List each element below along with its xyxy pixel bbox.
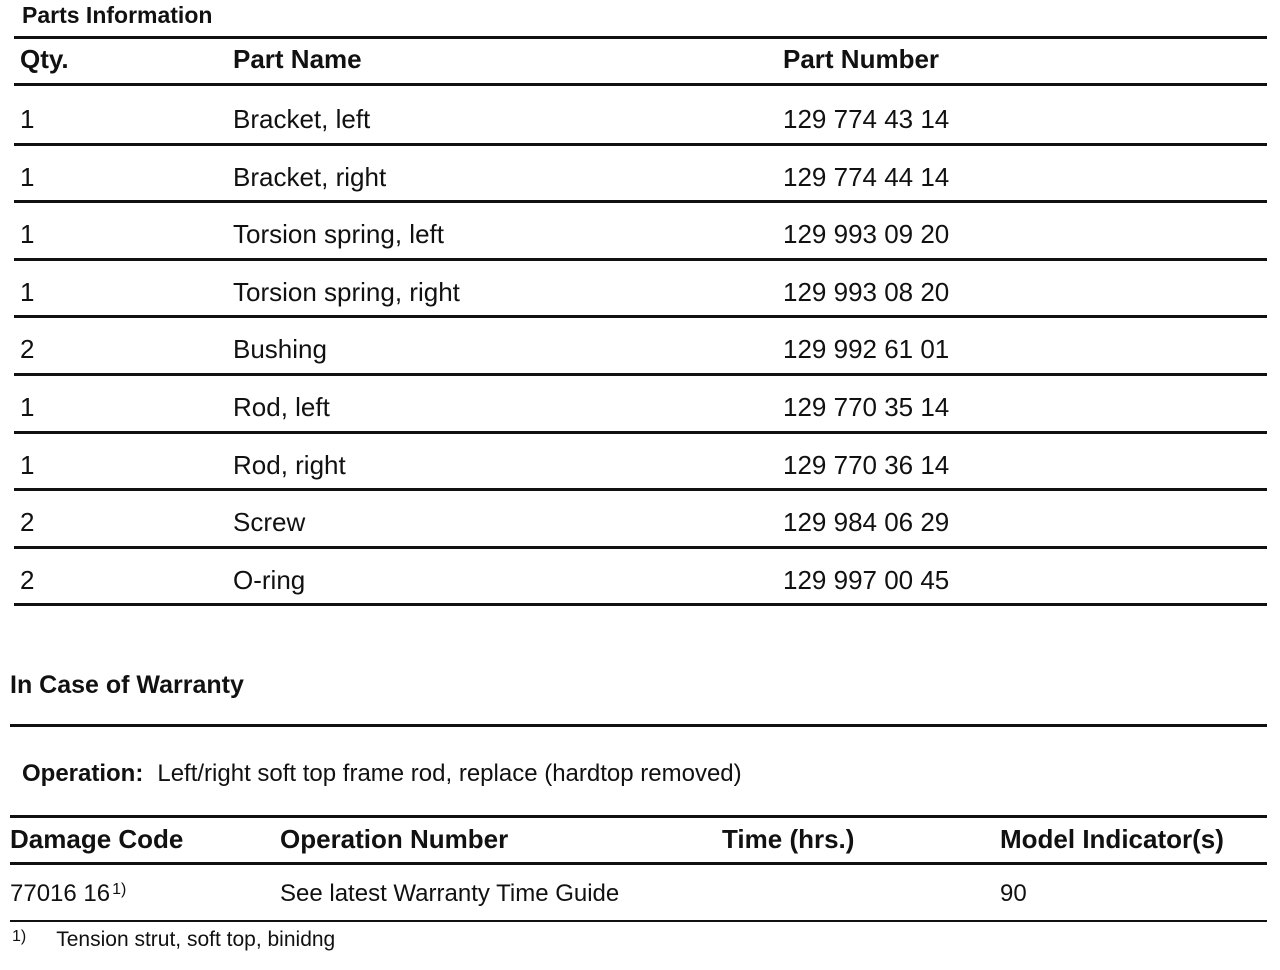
qty-cell: 1 <box>20 219 35 250</box>
qty-cell: 1 <box>20 449 35 480</box>
operation-text: Left/right soft top frame rod, replace (hardtop removed) <box>157 760 742 787</box>
part-name-cell: Screw <box>233 507 306 538</box>
table-row <box>0 88 1280 145</box>
footnote-marker: 1) <box>12 928 27 945</box>
table-row <box>0 261 1280 318</box>
qty-cell: 2 <box>20 564 35 595</box>
operation-number-value: See latest Warranty Time Guide <box>280 880 620 907</box>
warranty-header-top-rule <box>10 815 1267 818</box>
part-name-cell: Bracket, right <box>233 161 387 192</box>
qty-cell: 1 <box>20 276 35 307</box>
table-row <box>0 318 1280 375</box>
row-divider <box>14 603 1267 606</box>
part-name-cell: Rod, left <box>233 392 330 422</box>
operation-line <box>22 760 742 788</box>
parts-header-rule <box>14 83 1267 86</box>
model-indicator-value: 90 <box>1000 880 1027 907</box>
damage-code: 77016 16 <box>10 880 111 907</box>
table-row <box>0 491 1280 548</box>
qty-cell: 1 <box>20 392 35 422</box>
warranty-title-rule <box>10 724 1267 727</box>
part-number-cell: 129 774 43 14 <box>783 104 950 134</box>
table-row <box>0 549 1280 606</box>
part-number-cell: 129 774 44 14 <box>783 161 950 192</box>
table-row <box>0 146 1280 203</box>
header-qty: Qty. <box>20 44 69 74</box>
table-row <box>0 376 1280 433</box>
qty-cell: 2 <box>20 334 35 365</box>
warranty-header-rule <box>10 862 1267 865</box>
part-number-cell: 129 984 06 29 <box>783 507 950 538</box>
table-row <box>0 434 1280 491</box>
parts-title-rule <box>14 36 1267 39</box>
damage-code-value <box>10 880 126 908</box>
warranty-title: In Case of Warranty <box>10 671 244 699</box>
footnote <box>12 928 335 952</box>
part-number-cell: 129 770 35 14 <box>783 392 950 422</box>
part-name-cell: Bushing <box>233 334 327 365</box>
parts-information-title: Parts Information <box>22 2 213 28</box>
part-number-cell: 129 992 61 01 <box>783 334 950 365</box>
footnote-text: Tension strut, soft top, binidng <box>56 928 336 951</box>
part-name-cell: Torsion spring, right <box>233 276 460 307</box>
part-name-cell: Rod, right <box>233 449 346 480</box>
header-time: Time (hrs.) <box>722 824 855 854</box>
part-name-cell: Bracket, left <box>233 104 371 134</box>
part-number-cell: 129 993 09 20 <box>783 219 950 250</box>
header-model-indicator: Model Indicator(s) <box>1000 824 1224 854</box>
qty-cell: 2 <box>20 507 35 538</box>
part-name-cell: Torsion spring, left <box>233 219 444 250</box>
header-part-name: Part Name <box>233 44 362 74</box>
warranty-row-rule <box>10 920 1267 922</box>
qty-cell: 1 <box>20 161 35 192</box>
qty-cell: 1 <box>20 104 35 134</box>
header-damage-code: Damage Code <box>10 824 184 854</box>
operation-label: Operation: <box>22 760 144 787</box>
header-part-number: Part Number <box>783 44 940 74</box>
part-number-cell: 129 993 08 20 <box>783 276 950 307</box>
part-name-cell: O-ring <box>233 564 306 595</box>
part-number-cell: 129 770 36 14 <box>783 449 950 480</box>
header-operation-number: Operation Number <box>280 824 509 854</box>
table-row <box>0 203 1280 260</box>
footnote-reference: 1) <box>112 881 127 898</box>
part-number-cell: 129 997 00 45 <box>783 564 950 595</box>
